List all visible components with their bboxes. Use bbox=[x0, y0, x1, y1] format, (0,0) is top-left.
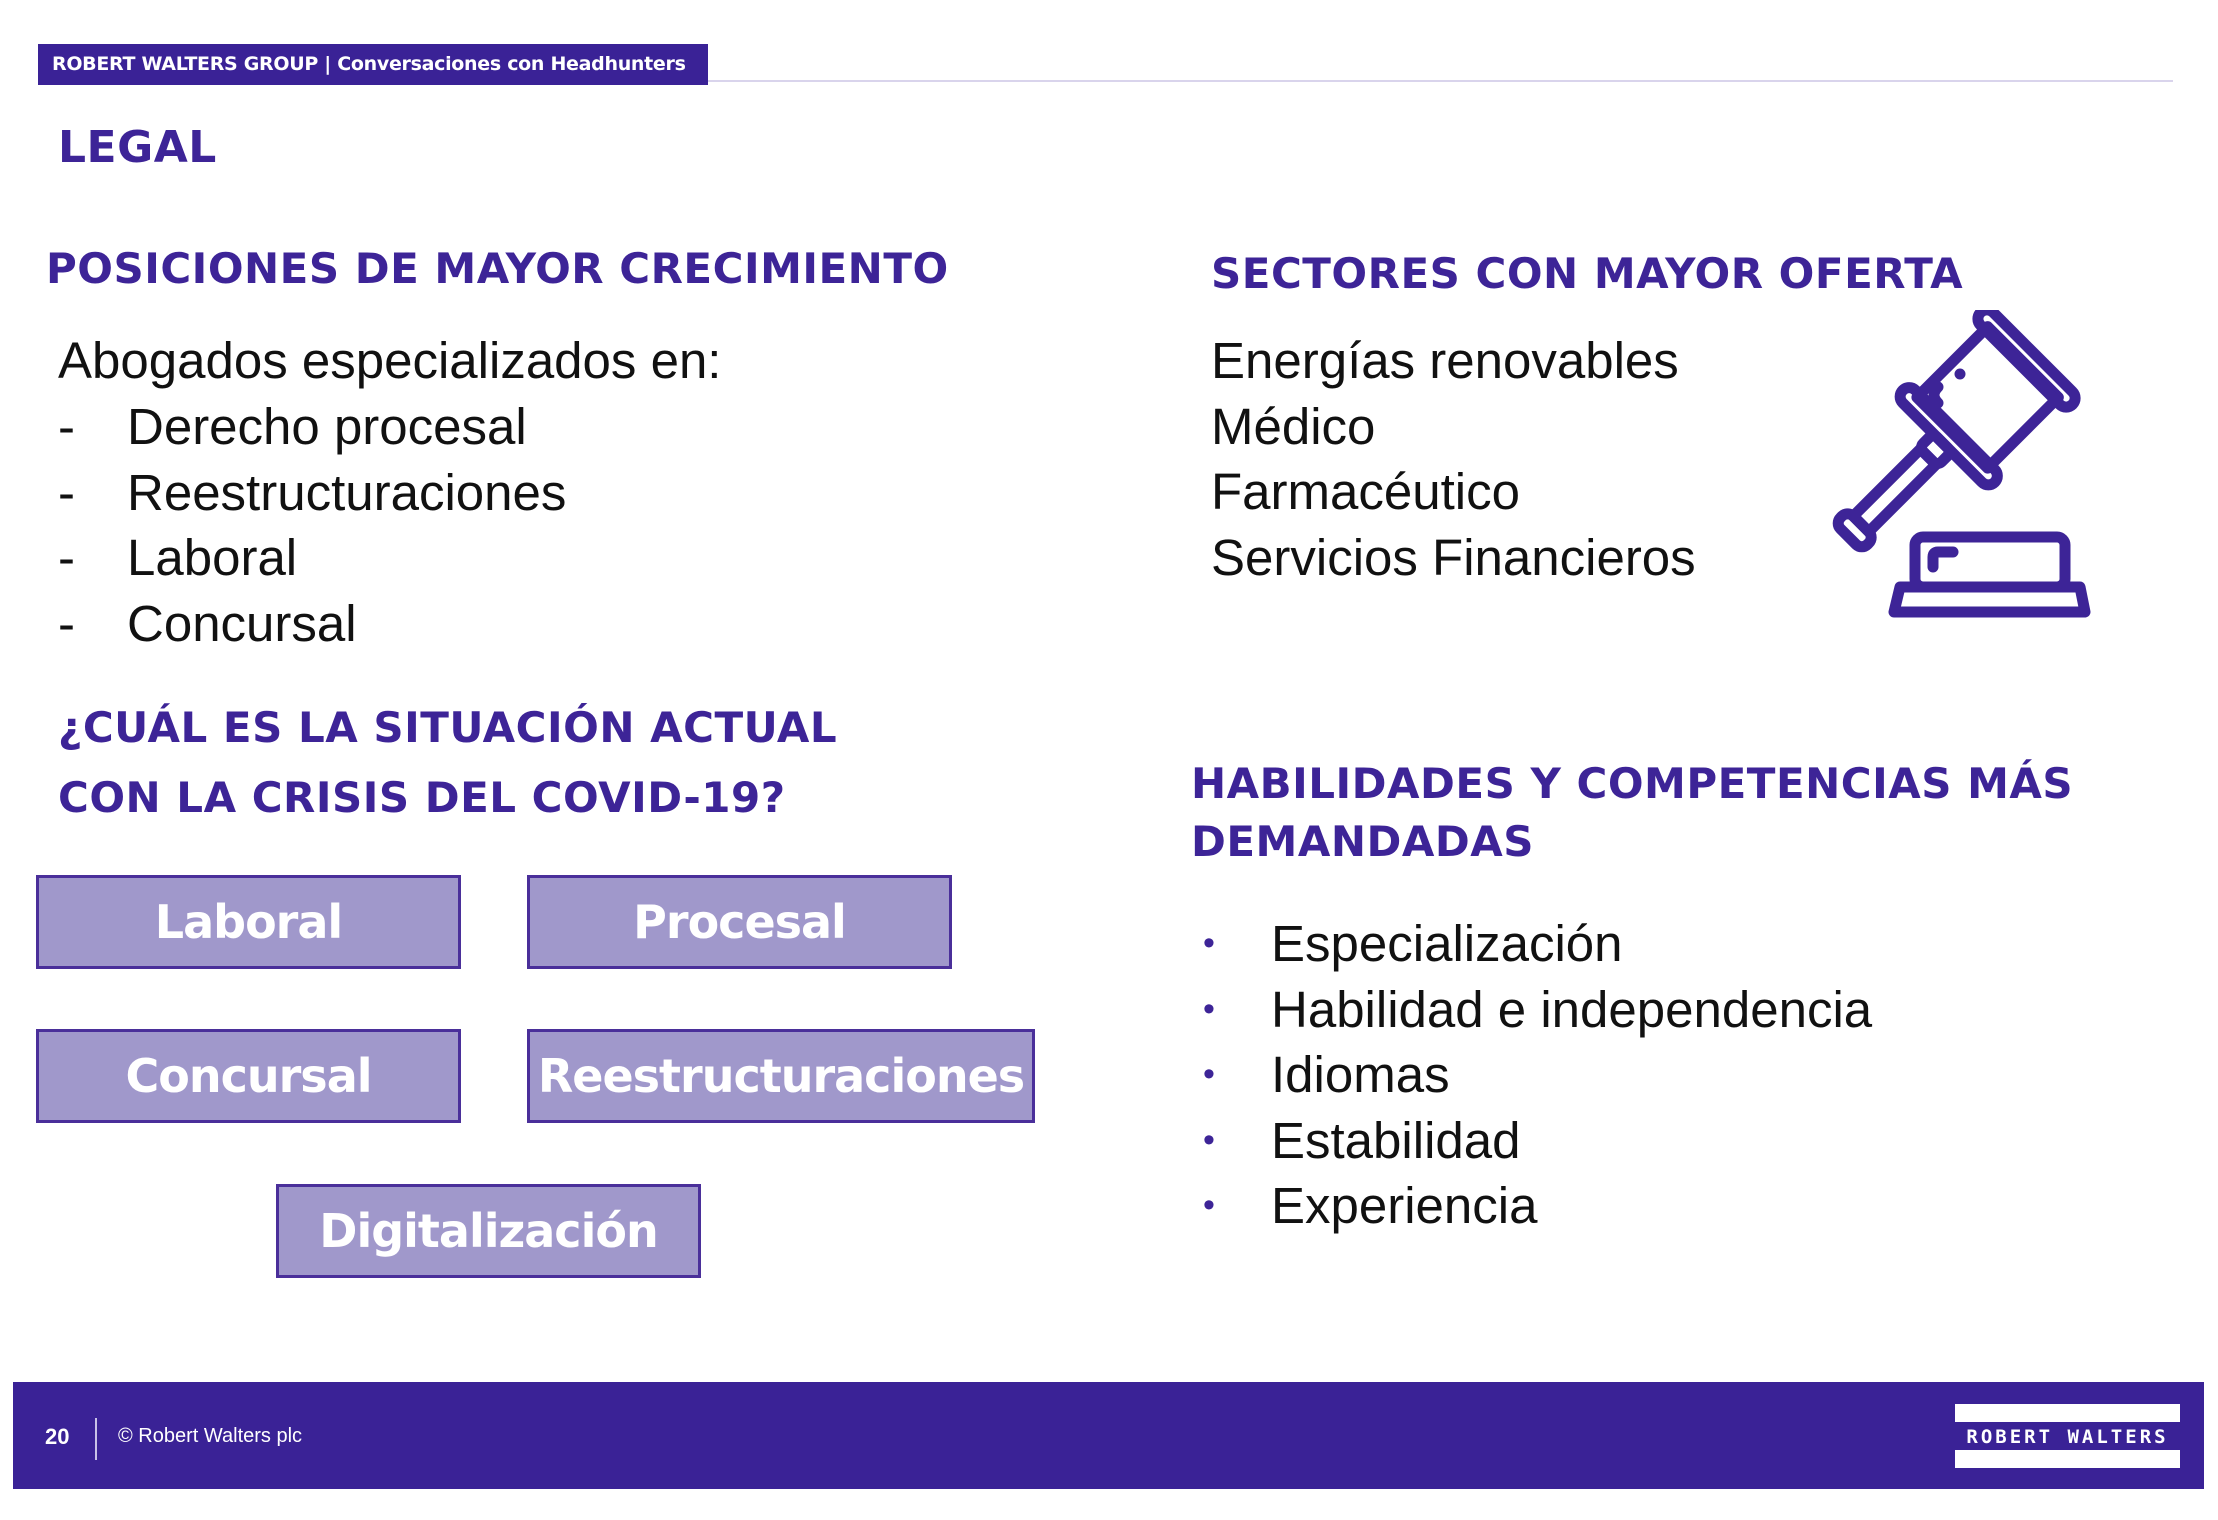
covid-heading bbox=[58, 693, 837, 833]
list-item-text: Experiencia bbox=[1271, 1177, 1538, 1234]
dash: - bbox=[58, 529, 75, 586]
dash: - bbox=[58, 463, 75, 521]
skills-heading bbox=[1191, 755, 2073, 871]
list-item: Servicios Financieros bbox=[1211, 528, 1696, 586]
list-item bbox=[58, 525, 566, 591]
bullet-icon: • bbox=[1203, 924, 1215, 962]
list-item bbox=[1203, 1108, 1872, 1174]
dash: - bbox=[58, 398, 75, 455]
list-item bbox=[58, 460, 566, 526]
box-reestructuraciones: Reestructuraciones bbox=[527, 1029, 1035, 1123]
sectors-heading: SECTORES CON MAYOR OFERTA bbox=[1211, 249, 1964, 298]
logo-bar bbox=[1955, 1404, 2180, 1422]
robert-walters-logo bbox=[1955, 1404, 2180, 1468]
header-bar: ROBERT WALTERS GROUP | Conversaciones con Headhunters bbox=[38, 44, 708, 85]
list-item-text: Derecho procesal bbox=[127, 398, 527, 455]
list-item-text: Reestructuraciones bbox=[127, 463, 567, 521]
bullet-icon: • bbox=[1203, 1186, 1215, 1224]
box-procesal: Procesal bbox=[527, 875, 952, 969]
list-item-text: Idiomas bbox=[1271, 1046, 1450, 1103]
box-concursal: Concursal bbox=[36, 1029, 461, 1123]
dash: - bbox=[58, 594, 75, 652]
growth-heading: POSICIONES DE MAYOR CRECIMIENTO bbox=[46, 244, 949, 293]
list-item-text: Estabilidad bbox=[1271, 1111, 1521, 1169]
covid-heading-line: ¿CUÁL ES LA SITUACIÓN ACTUAL bbox=[58, 703, 838, 752]
growth-list bbox=[58, 394, 566, 656]
list-item-text: Especialización bbox=[1271, 915, 1623, 972]
skills-heading-line: HABILIDADES Y COMPETENCIAS MÁS bbox=[1191, 759, 2074, 808]
copyright: © Robert Walters plc bbox=[118, 1425, 303, 1447]
bullet-icon: • bbox=[1203, 989, 1215, 1028]
list-item-text: Habilidad e independencia bbox=[1271, 980, 1873, 1038]
bullet-icon: • bbox=[1203, 1120, 1215, 1159]
box-laboral: Laboral bbox=[36, 875, 461, 969]
sectors-list bbox=[1211, 328, 1696, 590]
logo-text: ROBERT WALTERS bbox=[1966, 1426, 2169, 1448]
box-digitalizacion: Digitalización bbox=[276, 1184, 701, 1278]
page-title: LEGAL bbox=[58, 122, 217, 173]
gavel-icon bbox=[1800, 310, 2130, 630]
list-item bbox=[1203, 977, 1872, 1043]
footer-bar bbox=[13, 1382, 2204, 1489]
header-divider bbox=[708, 80, 2173, 82]
skills-heading-line: DEMANDADAS bbox=[1191, 817, 1534, 866]
list-item: Farmacéutico bbox=[1211, 463, 1520, 520]
list-item bbox=[1203, 1173, 1872, 1239]
list-item: Médico bbox=[1211, 397, 1376, 455]
list-item bbox=[1203, 911, 1872, 977]
list-item-text: Concursal bbox=[127, 594, 357, 652]
list-item: Energías renovables bbox=[1211, 332, 1679, 389]
logo-bar bbox=[1955, 1450, 2180, 1468]
covid-heading-line: CON LA CRISIS DEL COVID-19? bbox=[58, 773, 786, 822]
footer-divider bbox=[95, 1418, 97, 1460]
page-number: 20 bbox=[45, 1424, 70, 1449]
bullet-icon: • bbox=[1203, 1055, 1215, 1093]
list-item bbox=[58, 591, 566, 657]
growth-intro: Abogados especializados en: bbox=[58, 332, 722, 389]
skills-list bbox=[1203, 911, 1872, 1239]
list-item bbox=[1203, 1042, 1872, 1108]
list-item bbox=[58, 394, 566, 460]
list-item-text: Laboral bbox=[127, 529, 298, 586]
